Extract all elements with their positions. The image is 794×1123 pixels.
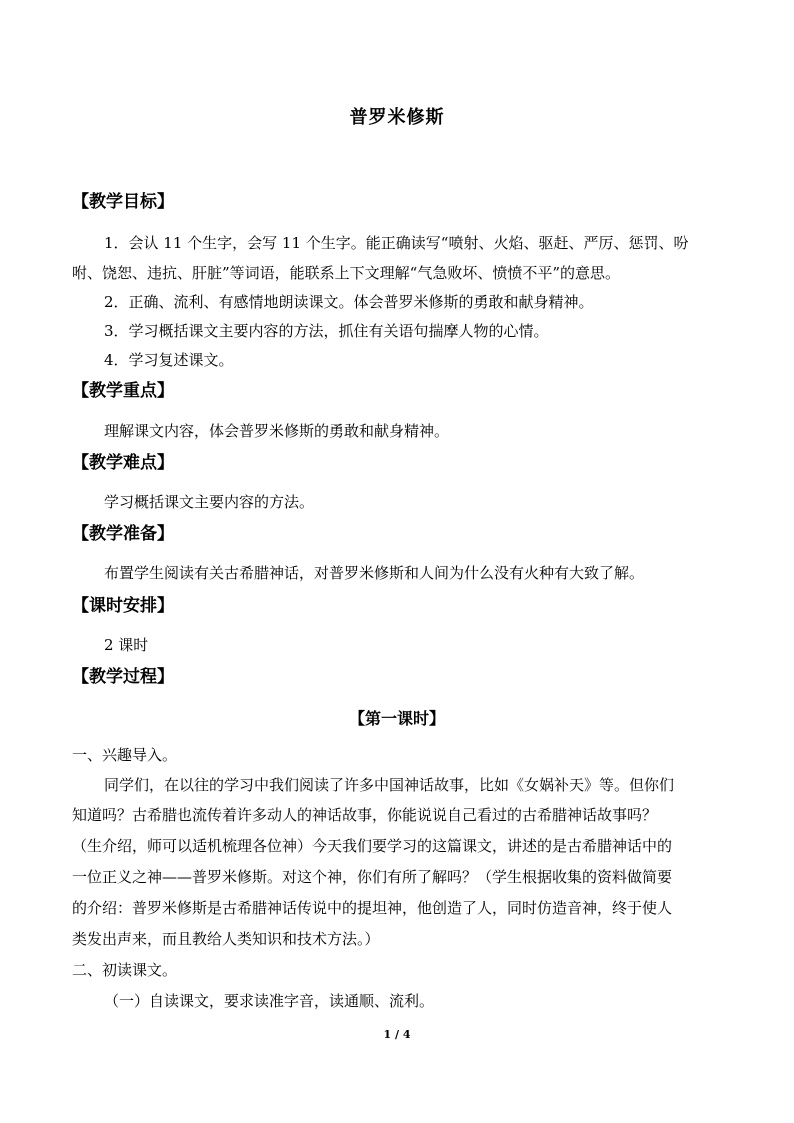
page-number: 1 / 4	[383, 1028, 411, 1041]
lesson-one-heading: 【第一课时】	[348, 709, 445, 728]
step-two-title: 二、初读课文。	[72, 961, 178, 979]
schedule-text: 2 课时	[104, 636, 149, 654]
step-one-line-5: 的介绍：普罗米修斯是古希腊神话传说中的提坦神，他创造了人，同时仿造音神，终于使人	[72, 899, 673, 917]
preparation-heading: 【教学准备】	[72, 524, 174, 544]
goal-item-3: 3．学习概括课文主要内容的方法，抓住有关语句揣摩人物的心情。	[104, 322, 549, 340]
step-one-title: 一、兴趣导入。	[72, 746, 178, 764]
preparation-text: 布置学生阅读有关古希腊神话，对普罗米修斯和人间为什么没有火种有大致了解。	[104, 564, 645, 582]
step-two-sub-one: （一）自读课文，要求读准字音，读通顺、流利。	[104, 992, 435, 1010]
step-one-line-1: 同学们，在以往的学习中我们阅读了许多中国神话故事，比如《女娲补天》等。但你们	[104, 776, 675, 794]
step-one-line-6: 类发出声来，而且教给人类知识和技术方法。）	[72, 930, 380, 948]
step-one-line-2: 知道吗？古希腊也流传着许多动人的神话故事，你能说说自己看过的古希腊神话故事吗？	[72, 806, 658, 824]
goal-item-4: 4．学习复述课文。	[104, 351, 234, 369]
goal-item-1: 1．会认 11 个生字，会写 11 个生字。能正确读写“喷射、火焰、驱赶、严厉、惩罚、吩	[104, 234, 689, 252]
process-heading: 【教学过程】	[72, 667, 174, 687]
page-title: 普罗米修斯	[349, 107, 445, 128]
schedule-heading: 【课时安排】	[72, 596, 174, 616]
step-one-line-4: 一位正义之神——普罗米修斯。对这个神，你们有所了解吗？（学生根据收集的资料做简要	[72, 868, 673, 886]
goals-heading: 【教学目标】	[72, 192, 174, 212]
difficulties-heading: 【教学难点】	[72, 453, 174, 473]
step-one-line-3: （生介绍，师可以适机梳理各位神）今天我们要学习的这篇课文，讲述的是古希腊神话中的	[72, 837, 673, 855]
goal-item-1-continued: 咐、饶恕、违抗、肝脏”等词语，能联系上下文理解“气急败坏、愤愤不平”的意思。	[72, 264, 621, 282]
key-points-heading: 【教学重点】	[72, 381, 174, 401]
key-points-text: 理解课文内容，体会普罗米修斯的勇敢和献身精神。	[104, 422, 450, 440]
goal-item-2: 2．正确、流利、有感情地朗读课文。体会普罗米修斯的勇敢和献身精神。	[104, 293, 594, 311]
difficulties-text: 学习概括课文主要内容的方法。	[104, 493, 315, 511]
